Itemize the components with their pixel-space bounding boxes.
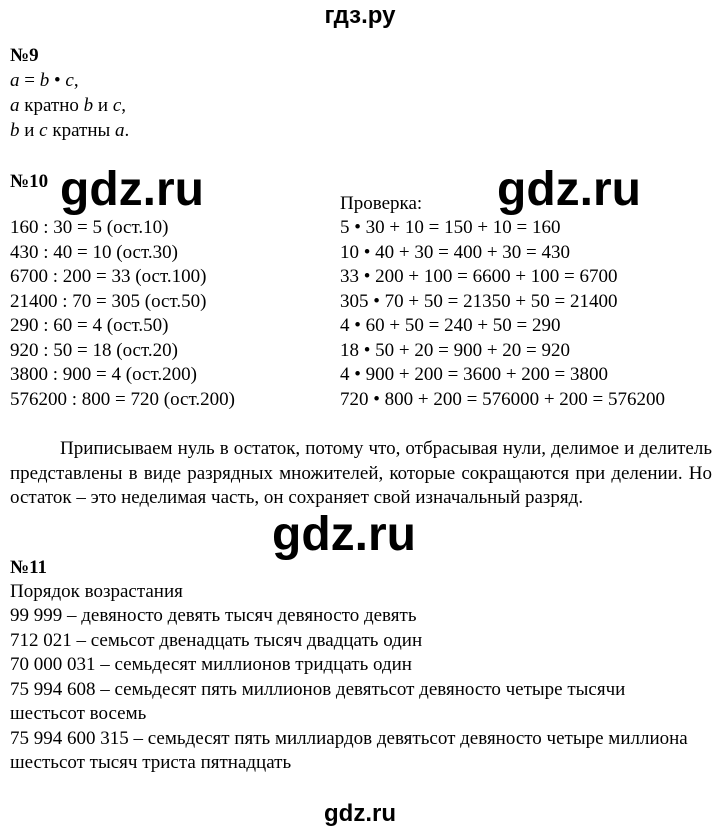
var-c: c [112,95,122,116]
var-b: b [10,120,20,141]
var-a: a [10,95,20,116]
var-c: c [39,120,48,141]
checks-list [340,216,665,412]
division-row: 160 : 30 = 5 (ост.10) [10,217,169,238]
task11-number: №11 [10,557,48,578]
list-item: 99 999 – девяносто девять тысяч девяносто девять [10,605,417,626]
list-item: 75 994 600 315 – семьдесят пять миллиардов девятьсот девяносто четыре миллиона шестьсот тысяч триста пятнадцать [10,727,688,773]
text: и [93,95,113,116]
division-row: 6700 : 200 = 33 (ост.100) [10,266,207,287]
task9-number: №9 [10,45,39,66]
text: , [73,70,79,91]
text: • [49,70,66,91]
division-row: 430 : 40 = 10 (ост.30) [10,241,178,263]
division-row: 920 : 50 = 18 (ост.20) [10,339,178,361]
watermark: gdz.ru [272,508,416,561]
text: и [19,120,40,141]
var-a: a [10,70,20,91]
text: . [124,120,130,141]
check-row: 18 • 50 + 20 = 900 + 20 = 920 [340,339,571,361]
check-row: 720 • 800 + 200 = 576000 + 200 = 576200 [340,388,666,410]
task11-title: Порядок возрастания [10,581,183,602]
text: кратны [47,120,116,141]
division-row: 576200 : 800 = 720 (ост.200) [10,388,235,410]
check-row: 5 • 30 + 10 = 150 + 10 = 160 [340,217,561,238]
task10-number: №10 [10,171,49,192]
site-footer: gdz.ru [324,800,396,827]
task9-line-1 [10,69,79,94]
division-row: 3800 : 900 = 4 (ост.200) [10,364,197,385]
task9-line-2 [10,94,126,119]
explanation-paragraph: Приписываем нуль в остаток, потому что, отбрасывая нули, делимое и делитель представлены в виде разрядных множителей, которые сокращаются при делении. Но остаток – это неделимая часть, он сохраняет свой изначальный разряд. [10,438,712,508]
task9-line-3 [10,119,129,144]
text: = [19,70,40,91]
watermark: gdz.ru [60,163,204,216]
check-row: 4 • 900 + 200 = 3600 + 200 = 3800 [340,364,609,385]
site-header: гдз.ру [324,2,396,29]
list-item: 70 000 031 – семьдесят миллионов тридцать один [10,654,412,675]
text: , [121,95,127,116]
division-row: 290 : 60 = 4 (ост.50) [10,315,169,336]
var-b: b [83,95,94,116]
watermark: gdz.ru [497,163,641,216]
list-item: 712 021 – семьсот двенадцать тысяч двадцать один [10,629,423,651]
text: кратно [19,95,84,116]
check-title: Проверка: [340,193,423,214]
var-b: b [39,70,50,91]
var-a: a [115,120,125,141]
divisions-list [10,216,235,412]
var-c: c [65,70,74,91]
check-row: 305 • 70 + 50 = 21350 + 50 = 21400 [340,290,618,312]
check-row: 33 • 200 + 100 = 6600 + 100 = 6700 [340,266,618,287]
division-row: 21400 : 70 = 305 (ост.50) [10,290,207,312]
list-item: 75 994 608 – семьдесят пять миллионов девятьсот девяносто четыре тысячи шестьсот восемь [10,678,626,724]
numbers-list [10,604,710,776]
check-row: 10 • 40 + 30 = 400 + 30 = 430 [340,241,571,263]
check-row: 4 • 60 + 50 = 240 + 50 = 290 [340,315,561,336]
